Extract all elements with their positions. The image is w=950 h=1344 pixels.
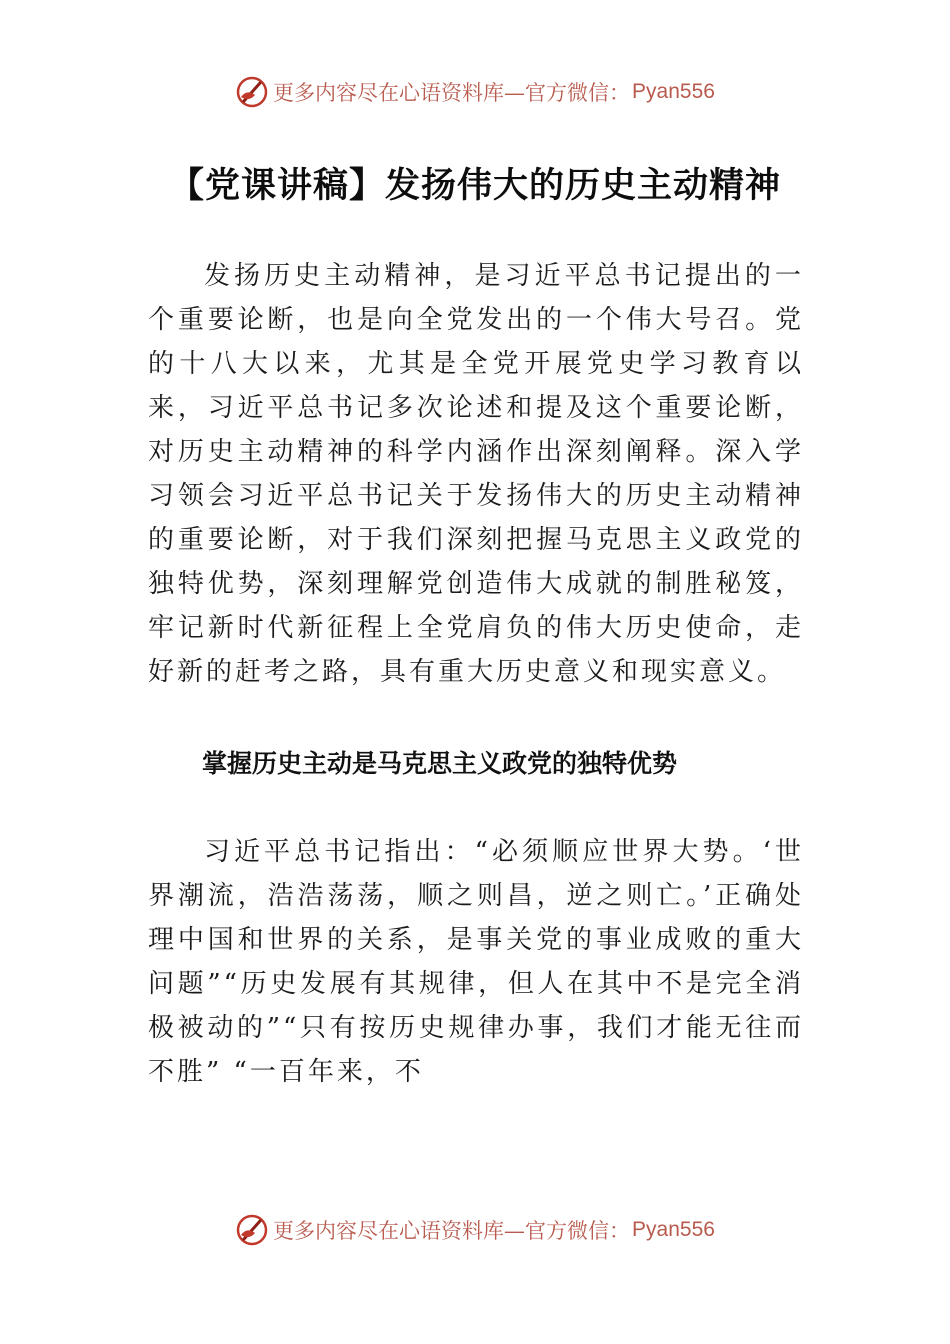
section-heading: 掌握历史主动是马克思主义政党的独特优势 xyxy=(202,749,678,778)
footer-banner xyxy=(0,1208,950,1252)
document-title: 【党课讲稿】发扬伟大的历史主动精神 xyxy=(168,166,781,206)
brush-logo-icon xyxy=(235,75,269,109)
body-paragraph: 发扬历史主动精神，是习近平总书记提出的一个重要论断，也是向全党发出的一个伟大号召。党的十八大以来，尤其是全党开展党史学习教育以来，习近平总书记多次论述和提及这个重要论断，对历史主动精神的科学内涵作出深刻阐释。深入学习领会习近平总书记关于发扬伟大的历史主动精神的重要论断，对于我们深刻把握马克思主义政党的独特优势，深刻理解党创造伟大成就的制胜秘笈，牢记新时代新征程上全党肩负的伟大历史使命，走好新的赶考之路，具有重大历史意义和现实意义。 xyxy=(148,261,804,687)
wechat-id: Pyan556 xyxy=(632,80,715,103)
banner-text: 更多内容尽在心语资料库—官方微信： xyxy=(273,1219,631,1243)
body-paragraph: 习近平总书记指出：“必须顺应世界大势。‘世界潮流，浩浩荡荡，顺之则昌，逆之则亡。’正确处理中国和世界的关系，是事关党的事业成败的重大问题”“历史发展有其规律，但人在其中不是完全消极被动的”“只有按历史规律办事，我们才能无往而不胜” “一百年来，不 xyxy=(148,837,804,1087)
banner-text: 更多内容尽在心语资料库—官方微信： xyxy=(273,81,631,105)
header-banner xyxy=(0,70,950,114)
wechat-id: Pyan556 xyxy=(632,1218,715,1241)
brush-logo-icon xyxy=(235,1213,269,1247)
